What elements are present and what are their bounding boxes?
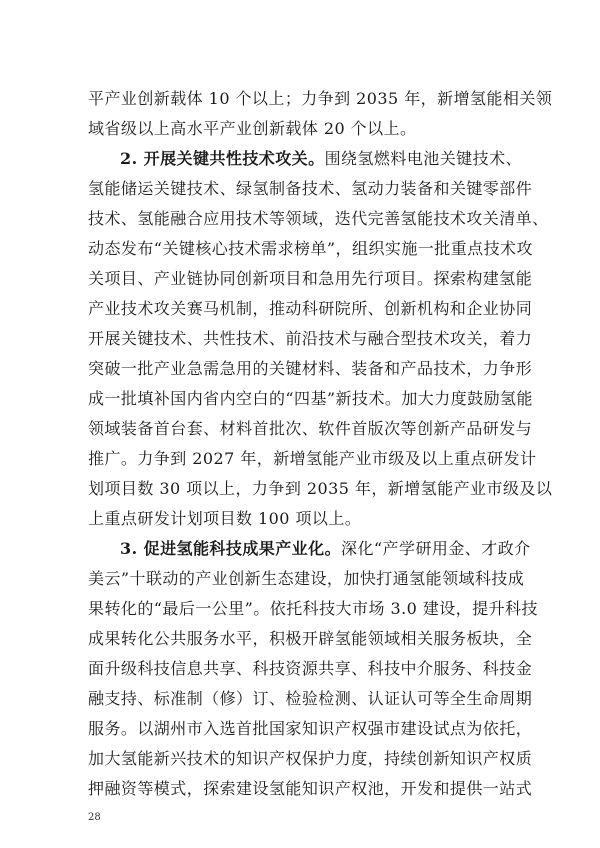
text-line: 平产业创新载体 10 个以上；力争到 2035 年，新增氢能相关领	[88, 89, 553, 108]
text-line: 服务。以湖州市入选首批国家知识产权强市建设试点为依托，	[88, 719, 533, 738]
text-line: 面升级科技信息共享、科技资源共享、科技中介服务、科技金	[88, 659, 533, 678]
text-line: 领域装备首台套、材料首批次、软件首版次等创新产品研发与	[88, 419, 533, 438]
text-line: 突破一批产业急需急用的关键材料、装备和产品技术，力争形	[88, 359, 533, 378]
text-line: 氢能储运关键技术、绿氢制备技术、氢动力装备和关键零部件	[88, 179, 533, 198]
text-line: 果转化的“最后一公里”。依托科技大市场 3.0 建设，提升科技	[88, 599, 538, 618]
paragraph-3-text: 深化“产学研用金、才政介	[341, 539, 531, 558]
paragraph-2-heading: 2. 开展关键共性技术攻关。	[120, 149, 325, 168]
text-line: 推广。力争到 2027 年，新增氢能产业市级及以上重点研发计	[88, 449, 537, 468]
text-line: 划项目数 30 项以上，力争到 2035 年，新增氢能产业市级及以	[88, 479, 553, 498]
paragraph-3-heading: 3. 促进氢能科技成果产业化。	[120, 539, 342, 558]
paragraph-2-first-line	[120, 148, 520, 170]
text-line: 融支持、标准制（修）订、检验检测、认证认可等全生命周期	[88, 689, 533, 708]
text-line: 押融资等模式，探索建设氢能知识产权池，开发和提供一站式	[88, 779, 533, 798]
text-line: 成果转化公共服务水平，积极开辟氢能领域相关服务板块，全	[88, 629, 533, 648]
text-line: 关项目、产业链协同创新项目和急用先行项目。探索构建氢能	[88, 269, 533, 288]
page-number: 28	[88, 812, 101, 823]
text-line: 开展关键技术、共性技术、前沿技术与融合型技术攻关，着力	[88, 329, 533, 348]
text-line: 技术、氢能融合应用技术等领域，迭代完善氢能技术攻关清单、	[88, 209, 549, 228]
text-line: 域省级以上高水平产业创新载体 20 个以上。	[88, 119, 417, 138]
text-line: 上重点研发计划项目数 100 项以上。	[88, 509, 362, 528]
paragraph-2-text: 围绕氢燃料电池关键技术、	[324, 149, 522, 168]
text-line: 产业技术攻关赛马机制，推动科研院所、创新机构和企业协同	[88, 299, 533, 318]
text-line: 成一批填补国内省内空白的“四基”新技术。加大力度鼓励氢能	[88, 389, 533, 408]
text-line: 加大氢能新兴技术的知识产权保护力度，持续创新知识产权质	[88, 749, 533, 768]
paragraph-3-first-line	[120, 538, 531, 560]
text-line: 动态发布“关键核心技术需求榜单”，组织实施一批重点技术攻	[88, 239, 533, 258]
text-line: 美云”十联动的产业创新生态建设，加快打通氢能领域科技成	[88, 569, 525, 588]
